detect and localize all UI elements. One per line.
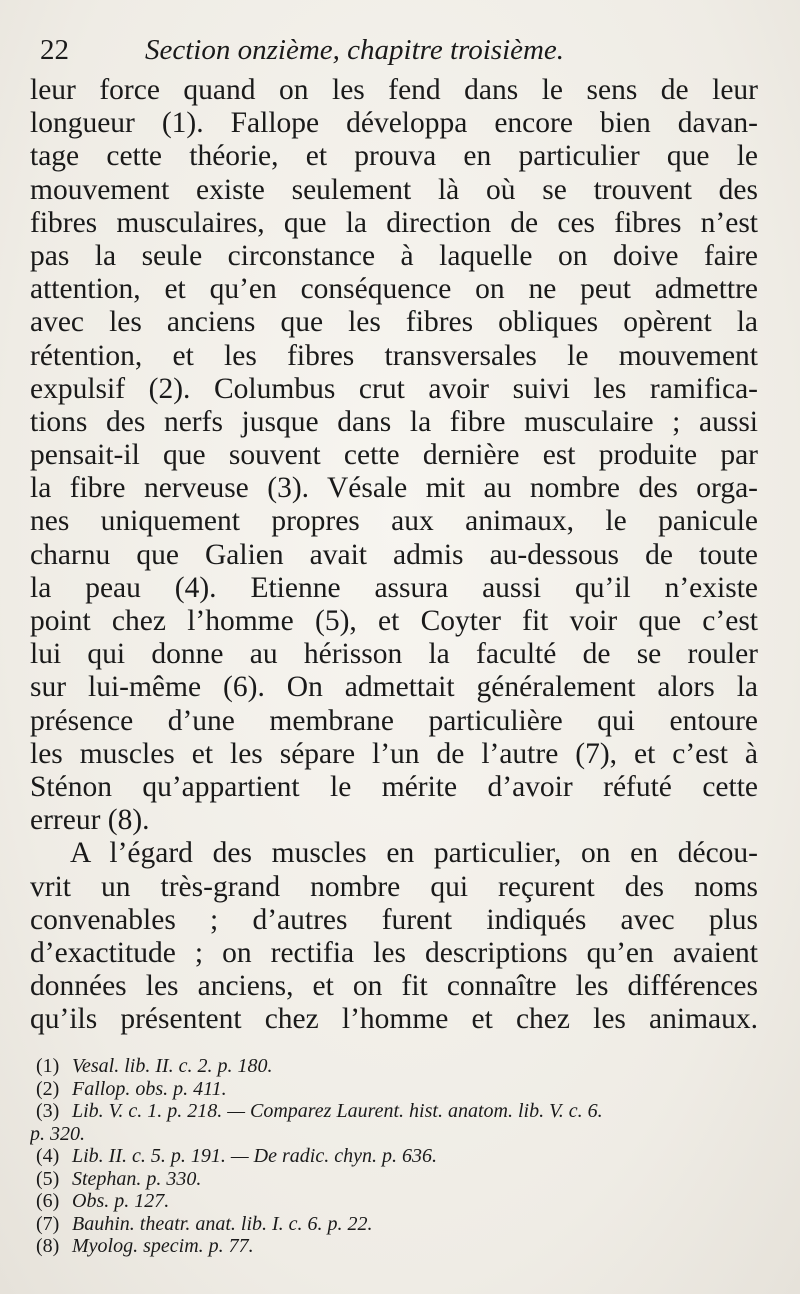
text-line: fibres musculaires, que la direction de ces fibres n’est [30, 206, 758, 239]
footnote-text: Obs. p. 127. [72, 1190, 170, 1212]
text-line: tions des nerfs jusque dans la fibre musculaire ; aussi [30, 405, 758, 438]
text-line: pensait-il que souvent cette dernière est produite par [30, 439, 758, 472]
footnote-number: (4) [36, 1145, 60, 1167]
footnote [30, 1168, 770, 1191]
text-line: point chez l’homme (5), et Coyter fit voir que c’est [30, 605, 758, 637]
footnote-number: (3) [36, 1100, 60, 1122]
text-line: pas la seule circonstance à laquelle on doive faire [30, 239, 758, 272]
footnote-text: Vesal. lib. II. c. 2. p. 180. [72, 1055, 273, 1077]
footnote-number: (6) [36, 1190, 60, 1212]
body-text [30, 74, 758, 1036]
footnote-text: Fallop. obs. p. 411. [72, 1077, 227, 1100]
text-line: leur force quand on les fend dans le sens de leur [30, 74, 758, 106]
paragraph-start-line: A l’égard des muscles en particulier, on en décou- [70, 837, 758, 870]
text-line: charnu que Galien avait admis au-dessous de toute [30, 538, 758, 571]
footnote-number: (8) [36, 1235, 60, 1257]
footnote [30, 1078, 770, 1101]
footnote-number: (2) [36, 1077, 60, 1100]
footnote-text: Lib. II. c. 5. p. 191. — De radic. chyn. p. 636. [72, 1145, 437, 1167]
text-line: la peau (4). Etienne assura aussi qu’il n’existe [30, 571, 758, 604]
text-line: rétention, et les fibres transversales le mouvement [30, 339, 758, 372]
text-line: les muscles et les sépare l’un de l’autre (7), et c’est à [30, 737, 758, 770]
text-line: Sténon qu’appartient le mérite d’avoir réfuté cette [30, 770, 758, 803]
footnote-text: Lib. V. c. 1. p. 218. — Comparez Laurent. hist. anatom. lib. V. c. 6. [72, 1100, 603, 1122]
footnote-text: Myolog. specim. p. 77. [72, 1235, 254, 1257]
text-line: attention, et qu’en conséquence on ne peut admettre [30, 273, 758, 306]
page-number: 22 [40, 34, 69, 66]
text-line: présence d’une membrane particulière qui entoure [30, 704, 758, 737]
running-head [40, 34, 760, 74]
footnote [30, 1055, 770, 1078]
footnote-text: p. 320. [30, 1122, 85, 1145]
text-line: expulsif (2). Columbus crut avoir suivi les ramifica- [30, 372, 758, 405]
text-line: lui qui donne au hérisson la faculté de se rouler [30, 638, 758, 671]
footnote-number: (7) [36, 1212, 60, 1235]
chapter-title: Section onzième, chapitre troisième. [145, 34, 565, 66]
text-line: avec les anciens que les fibres obliques opèrent la [30, 306, 758, 339]
footnote [30, 1213, 770, 1236]
footnote [30, 1100, 770, 1123]
text-line: vrit un très-grand nombre qui reçurent des noms [30, 870, 758, 903]
text-line: mouvement existe seulement là où se trouvent des [30, 173, 758, 206]
text-line: longueur (1). Fallope développa encore bien davan- [30, 107, 758, 140]
text-line: la fibre nerveuse (3). Vésale mit au nombre des orga- [30, 472, 758, 505]
footnote-continuation [30, 1123, 770, 1146]
footnote-number: (1) [36, 1055, 60, 1077]
text-line: tage cette théorie, et prouva en particulier que le [30, 140, 758, 173]
text-line: qu’ils présentent chez l’homme et chez les animaux. [30, 1003, 758, 1036]
text-line: erreur (8). [30, 804, 150, 837]
text-line: sur lui-même (6). On admettait généralement alors la [30, 671, 758, 704]
text-line: convenables ; d’autres furent indiqués avec plus [30, 903, 758, 936]
text-line: données les anciens, et on fit connaître les différences [30, 970, 758, 1003]
footnotes [30, 1055, 770, 1258]
text-line: nes uniquement propres aux animaux, le panicule [30, 505, 758, 538]
footnote [30, 1235, 770, 1258]
footnote [30, 1190, 770, 1213]
footnote-number: (5) [36, 1167, 60, 1190]
footnote-text: Stephan. p. 330. [72, 1167, 202, 1190]
footnote-text: Bauhin. theatr. anat. lib. I. c. 6. p. 22. [72, 1212, 373, 1235]
text-line: d’exactitude ; on rectifia les descriptions qu’en avaient [30, 936, 758, 969]
footnote [30, 1145, 770, 1168]
